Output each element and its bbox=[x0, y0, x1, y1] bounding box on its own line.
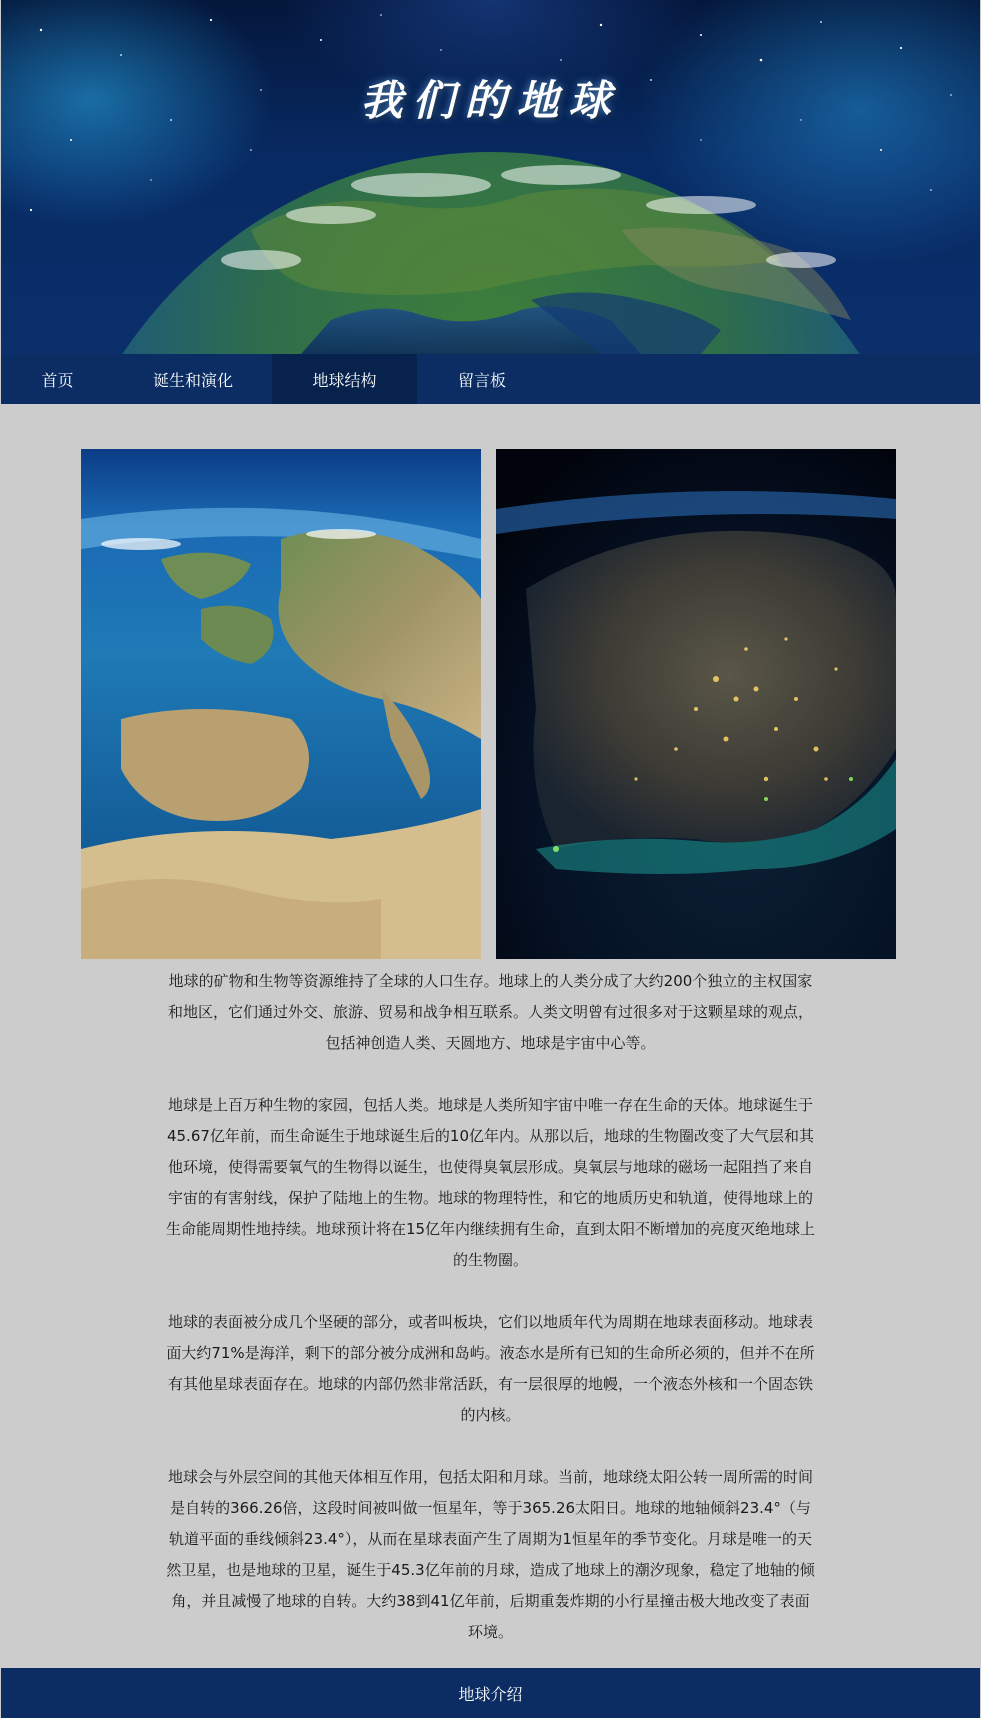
nav-item-home[interactable]: 首页 bbox=[41, 370, 74, 390]
africa-night-lights-image bbox=[496, 449, 896, 959]
article-body bbox=[165, 966, 816, 1648]
footer-label: 地球介绍 bbox=[458, 1684, 523, 1704]
article-paragraph: 地球会与外层空间的其他天体相互作用，包括太阳和月球。当前，地球绕太阳公转一周所需的时间是自转的366.26倍，这段时间被叫做一恒星年，等于365.26太阳日。地球的地轴倾斜23.4°（与轨道平面的垂线倾斜23.4°），从而在星球表面产生了周期为1恒星年的季节变化。月球是唯一的天然卫星，也是地球的卫星，诞生于45.3亿年前的月球，造成了地球上的潮汐现象，稳定了地轴的倾角，并且减慢了地球的自转。大约38到41亿年前，后期重轰炸期的小行星撞击极大地改变了表面环境。 bbox=[166, 1468, 815, 1641]
nav-item-guestbook[interactable]: 留言板 bbox=[457, 370, 506, 390]
article-paragraph: 地球的矿物和生物等资源维持了全球的人口生存。地球上的人类分成了大约200个独立的主权国家和地区，它们通过外交、旅游、贸易和战争相互联系。人类文明曾有过很多对于这颗星球的观点，包括神创造人类、天圆地方、地球是宇宙中心等。 bbox=[167, 972, 813, 1052]
article-paragraph: 地球是上百万种生物的家园，包括人类。地球是人类所知宇宙中唯一存在生命的天体。地球诞生于45.67亿年前，而生命诞生于地球诞生后的10亿年内。从那以后，地球的生物圈改变了大气层和其他环境，使得需要氧气的生物得以诞生，也使得臭氧层形成。臭氧层与地球的磁场一起阻挡了来自宇宙的有害射线，保护了陆地上的生物。地球的物理特性，和它的地质历史和轨道，使得地球上的生命能周期性地持续。地球预计将在15亿年内继续拥有生命，直到太阳不断增加的亮度灭绝地球上的生物圈。 bbox=[165, 1096, 816, 1269]
earth-horizon-illustration bbox=[1, 0, 980, 354]
main-nav bbox=[1, 354, 980, 404]
footer bbox=[1, 1668, 980, 1718]
site-title: 我们的地球 bbox=[360, 76, 621, 125]
europe-from-space-image bbox=[81, 449, 481, 959]
hero-banner bbox=[1, 0, 980, 354]
article-paragraph: 地球的表面被分成几个坚硬的部分，或者叫板块，它们以地质年代为周期在地球表面移动。地球表面大约71%是海洋，剩下的部分被分成洲和岛屿。液态水是所有已知的生命所必须的，但并不在所有其他星球表面存在。地球的内部仍然非常活跃，有一层很厚的地幔，一个液态外核和一个固态铁的内核。 bbox=[166, 1313, 815, 1424]
nav-item-origin-evolution[interactable]: 诞生和演化 bbox=[152, 370, 233, 390]
nav-item-earth-structure[interactable]: 地球结构 bbox=[272, 354, 417, 404]
